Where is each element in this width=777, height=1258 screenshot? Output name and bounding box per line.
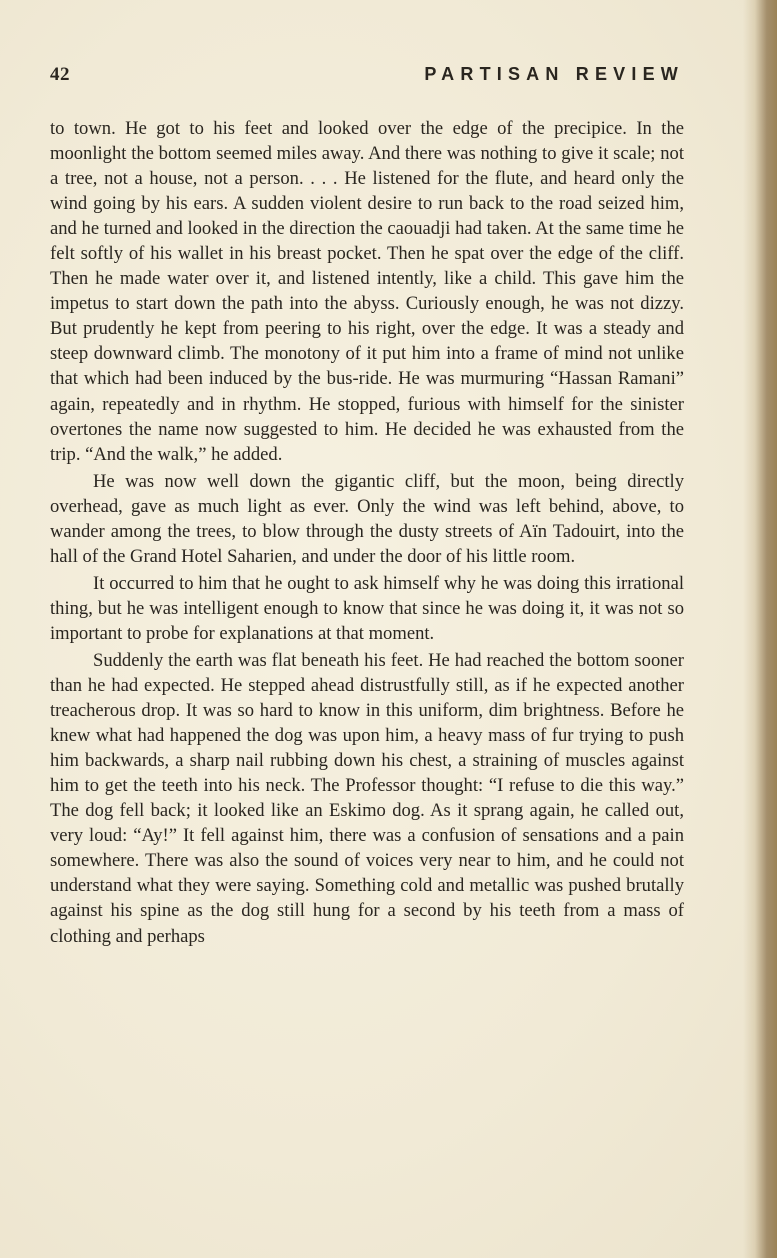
- paragraph-2: He was now well down the gigantic cliff, but the moon, being directly overhead, gave as much light as ever. Only the wind was left behind, above, to wander among the trees, to blow through the dusty streets of Aïn Tadouirt, into the hall of the Grand Hotel Saharien, and under the door of his little room.: [50, 470, 684, 567]
- page-edge-shadow: [743, 0, 777, 1258]
- paragraph-4: Suddenly the earth was flat beneath his feet. He had reached the bottom sooner than he had expected. He stepped ahead distrustfully still, as if he expected another treacherous drop. It was so hard to know in this uniform, dim brightness. Before he knew what had happened the dog was upon him, a heavy mass of fur trying to push him backwards, a sharp nail rubbing down his chest, a straining of muscles against him to get the teeth into his neck. The Professor thought: “I refuse to die this way.” The dog fell back; it looked like an Eskimo dog. As it sprang again, he called out, very loud: “Ay!” It fell against him, there was a confusion of sensations and a pain somewhere. There was also the sound of voices very near to him, and he could not understand what they were saying. Something cold and metallic was pushed brutally against his spine as the dog still hung for a second by his teeth from a mass of clothing and perhaps: [50, 649, 684, 947]
- paragraph-3: It occurred to him that he ought to ask himself why he was doing this irrational thing, but he was intelligent enough to know that since he was doing it, it was not so important to probe for explanations at that moment.: [50, 572, 684, 644]
- body-text: [50, 116, 684, 949]
- running-head: PARTISAN REVIEW: [424, 64, 684, 84]
- paragraph-1: to town. He got to his feet and looked over the edge of the precipice. In the moonlight the bottom seemed miles away. And there was nothing to give it scale; not a tree, not a house, not a person. . . . He listened for the flute, and heard only the wind going by his ears. A sudden violent desire to run back to the road seized him, and he turned and looked in the direction the caouadji had taken. At the same time he felt softly of his wallet in his breast pocket. Then he spat over the edge of the cliff. Then he made water over it, and listened intently, like a child. This gave him the impetus to start down the path into the abyss. Curiously enough, he was not dizzy. But prudently he kept from peering to his right, over the edge. It was a steady and steep downward climb. The monotony of it put him into a frame of mind not unlike that which had been induced by the bus-ride. He was murmuring “Hassan Ramani” again, repeatedly and in rhythm. He stopped, furious with himself for the sinister overtones the name now suggested to him. He decided he was exhausted from the trip. “And the walk,” he added.: [50, 118, 684, 465]
- page-header: [50, 64, 684, 88]
- page-number: 42: [50, 64, 70, 85]
